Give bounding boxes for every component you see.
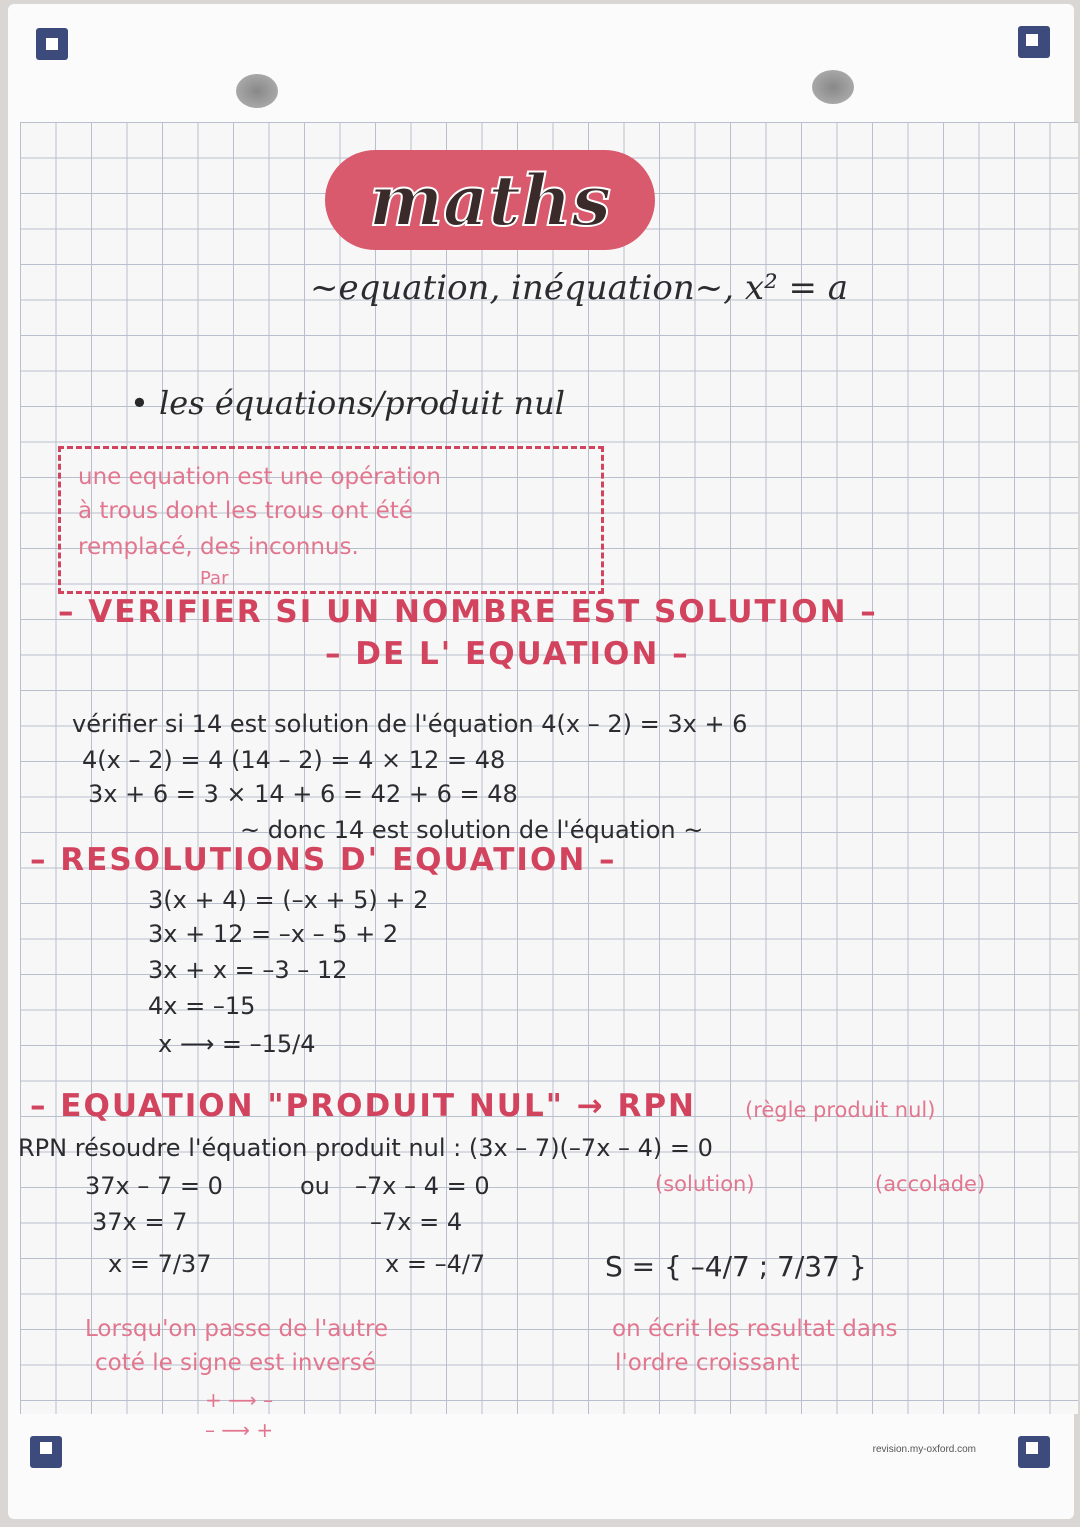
annotation: l'ordre croissant: [615, 1350, 800, 1376]
section-heading: – EQUATION "PRODUIT NUL" → RPN: [30, 1088, 696, 1124]
annotation: + ⟶ –: [205, 1388, 274, 1412]
title-badge: [325, 150, 655, 250]
punch-hole: [812, 70, 854, 104]
annotation: Lorsqu'on passe de l'autre: [85, 1316, 389, 1342]
text-line: x ⟶ = –15/4: [158, 1030, 316, 1058]
text-line: x = –4/7: [385, 1250, 486, 1278]
text-line: 3x + x = –3 – 12: [148, 956, 348, 984]
definition-line: une equation est une opération: [78, 464, 441, 490]
text-line: 3(x + 4) = (–x + 5) + 2: [148, 886, 429, 914]
corner-mark-icon: [1018, 26, 1050, 58]
text-line: ~ donc 14 est solution de l'équation ~: [240, 816, 704, 844]
text-line: –7x – 4 = 0: [355, 1172, 490, 1200]
annotation: Par: [200, 568, 229, 589]
definition-line: remplacé, des inconnus.: [78, 534, 359, 560]
footer-url: revision.my-oxford.com: [872, 1444, 976, 1455]
annotation: (règle produit nul): [745, 1098, 936, 1122]
section-heading: – VERIFIER SI UN NOMBRE EST SOLUTION –: [58, 594, 878, 630]
text-line: vérifier si 14 est solution de l'équation 4(x – 2) = 3x + 6: [72, 710, 748, 738]
section-heading: – DE L' EQUATION –: [325, 636, 690, 672]
section-heading: – RESOLUTIONS D' EQUATION –: [30, 842, 617, 878]
definition-line: à trous dont les trous ont été: [78, 498, 413, 524]
page-title: maths: [368, 158, 612, 242]
text-line: 37x = 7: [92, 1208, 188, 1236]
text-line: 3x + 6 = 3 × 14 + 6 = 42 + 6 = 48: [88, 780, 518, 808]
corner-mark-icon: [30, 1436, 62, 1468]
text-line: x = 7/37: [108, 1250, 212, 1278]
text-line: –7x = 4: [370, 1208, 463, 1236]
solution-set: S = { –4/7 ; 7/37 }: [605, 1250, 867, 1283]
annotation: coté le signe est inversé: [95, 1350, 376, 1376]
annotation: – ⟶ +: [205, 1418, 274, 1442]
punch-hole: [236, 74, 278, 108]
text-line: ou: [300, 1172, 330, 1200]
text-line: 4x = –15: [148, 992, 256, 1020]
text-line: 37x – 7 = 0: [85, 1172, 223, 1200]
corner-mark-icon: [36, 28, 68, 60]
annotation: (solution): [655, 1172, 755, 1196]
annotation: on écrit les resultat dans: [612, 1316, 898, 1342]
subtitle: ~equation, inéquation~, x² = a: [310, 268, 849, 308]
text-line: 3x + 12 = –x – 5 + 2: [148, 920, 399, 948]
annotation: (accolade): [875, 1172, 986, 1196]
corner-mark-icon: [1018, 1436, 1050, 1468]
text-line: RPN résoudre l'équation produit nul : (3x – 7)(–7x – 4) = 0: [18, 1134, 713, 1162]
text-line: 4(x – 2) = 4 (14 – 2) = 4 × 12 = 48: [82, 746, 506, 774]
section-heading: • les équations/produit nul: [130, 384, 565, 422]
